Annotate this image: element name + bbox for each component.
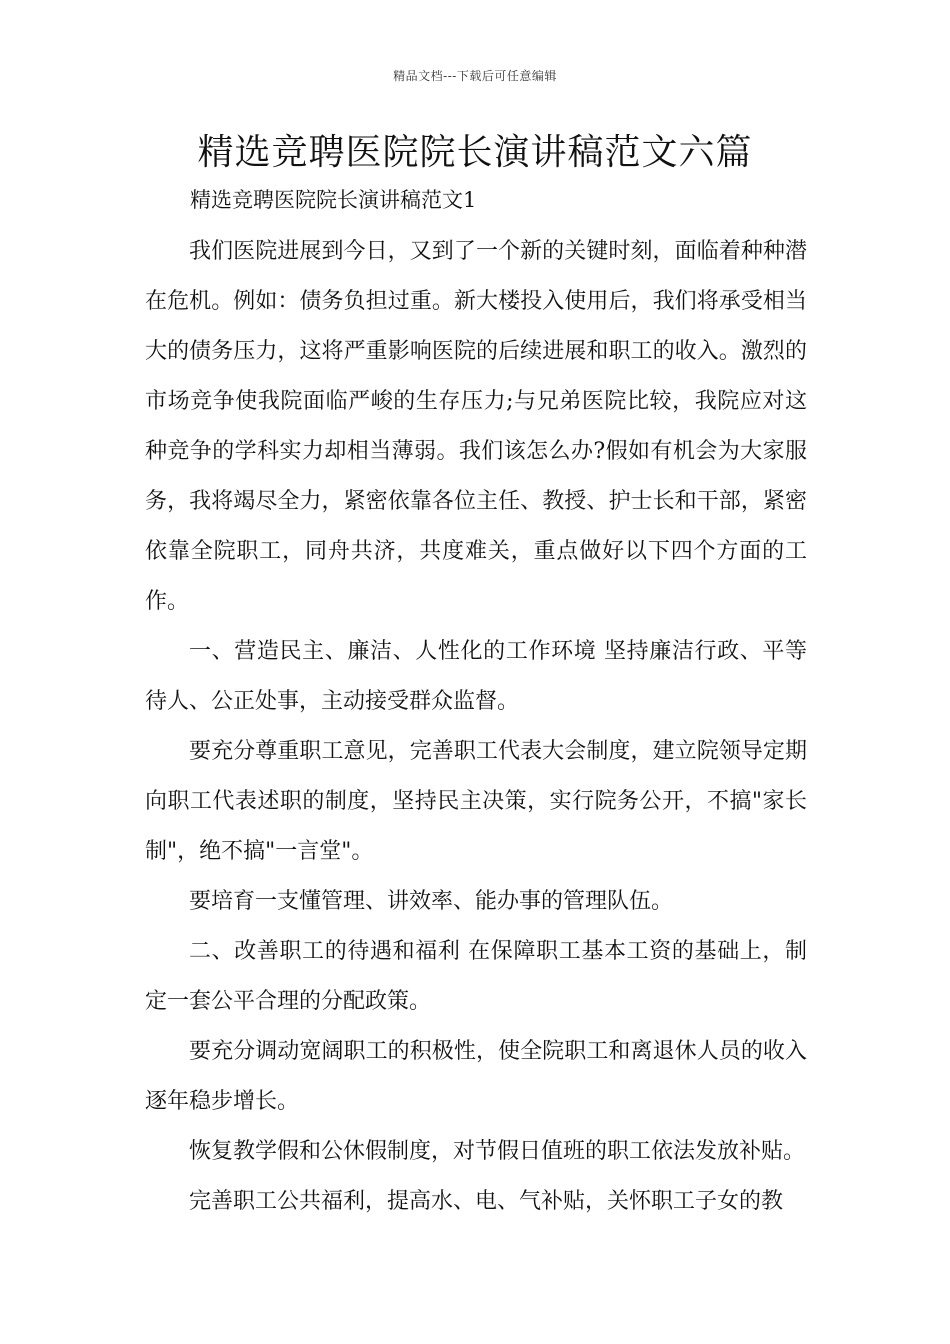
document-subtitle: 精选竞聘医院院长演讲稿范文1 — [190, 188, 477, 212]
paragraph: 我们医院进展到今日，又到了一个新的关键时刻，面临着种种潜在危机。例如：债务负担过重。新大楼投入使用后，我们将承受相当大的债务压力，这将严重影响医院的后续进展和职工的收入。激烈的市场竞争使我院面临严峻的生存压力;与兄弟医院比较，我院应对这种竞争的学科实力却相当薄弱。我们该怎么办?假如有机会为大家服务，我将竭尽全力，紧密依靠各位主任、教授、护士长和干部，紧密依靠全院职工，同舟共济，共度难关，重点做好以下四个方面的工作。 — [145, 239, 807, 614]
paragraph: 完善职工公共福利，提高水、电、气补贴，关怀职工子女的教 — [189, 1189, 784, 1214]
paragraph: 要培育一支懂管理、讲效率、能办事的管理队伍。 — [189, 889, 674, 914]
paragraph: 一、营造民主、廉洁、人性化的工作环境 坚持廉洁行政、平等待人、公正处事，主动接受群众监督。 — [145, 639, 807, 714]
document-title: 精选竞聘医院院长演讲稿范文六篇 — [197, 132, 753, 173]
paragraph: 恢复教学假和公休假制度，对节假日值班的职工依法发放补贴。 — [189, 1139, 806, 1164]
paragraph: 要充分尊重职工意见，完善职工代表大会制度，建立院领导定期向职工代表述职的制度，坚持民主决策，实行院务公开，不搞"家长制"，绝不搞"一言堂"。 — [145, 739, 807, 864]
header-note: 精品文档---下载后可任意编辑 — [393, 69, 557, 83]
paragraph: 二、改善职工的待遇和福利 在保障职工基本工资的基础上，制定一套公平合理的分配政策。 — [145, 939, 807, 1014]
paragraph: 要充分调动宽阔职工的积极性，使全院职工和离退休人员的收入逐年稳步增长。 — [145, 1039, 807, 1114]
document-body — [145, 227, 807, 1227]
